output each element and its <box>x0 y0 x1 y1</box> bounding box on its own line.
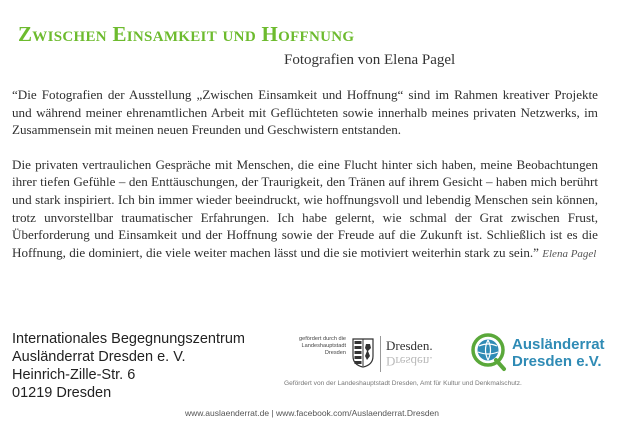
sponsor-logo <box>282 336 452 376</box>
city-wordmark-reflection: Dresden. <box>386 354 433 369</box>
logo-line-2: Dresden e.V. <box>512 353 602 370</box>
globe-icon <box>470 332 508 372</box>
city-crest-icon <box>352 338 374 368</box>
page-title: Zwischen Einsamkeit und Hoffnung <box>18 22 355 46</box>
quote-body <box>12 86 598 280</box>
address-line-4: 01219 Dresden <box>12 385 112 401</box>
quote-paragraph-2 <box>12 156 598 264</box>
address-line-2: Ausländerrat Dresden e. V. <box>12 349 186 365</box>
logo-line-1: Ausländerrat <box>512 336 605 353</box>
quote-paragraph-2-text: Die privaten vertraulichen Gespräche mit Menschen, die eine Flucht hinter sich haben, meine Beobachtungen ihrer tiefen Gefühle – den Enttäuschungen, der Traurigkeit, den Tränen auf ihrem Gesicht – haben mich berührt und stark inspiriert. Ich bin immer wieder beeindruckt, wie hoffnungsvoll und lebendig Menschen sein können, trotz unvorstellbar traumatischer Erfahrungen. Ich habe gelernt, wie schmal der Grat zwischen Frust, Überforderung und Einsamkeit und der Hoffnung sowie der Freude auf die Zukunft ist. Schließlich ist es die Hoffnung, die dominiert, die viele weiter machen lässt und die sie motiviert weiterhin stark zu sein.” <box>12 156 598 260</box>
address-line-3: Heinrich-Zille-Str. 6 <box>12 367 136 383</box>
address-line-1: Internationales Begegnungszentrum <box>12 331 245 347</box>
quote-paragraph-1: “Die Fotografien der Ausstellung „Zwischen Einsamkeit und Hoffnung“ sind im Rahmen kreativer Projekte und während meiner ehrenamtlichen Arbeit mit Geflüchteten sowie innerhalb meines privaten Netzwerks, im Zusammensein mit meinen neuen Freunden und Geschwistern entstanden. <box>12 87 598 138</box>
sponsor-divider <box>380 336 381 372</box>
funding-note: Gefördert von der Landeshauptstadt Dresden, Amt für Kultur und Denkmalschutz. <box>284 380 522 387</box>
quote-signature: Elena Pagel <box>542 247 597 260</box>
page-subtitle: Fotografien von Elena Pagel <box>284 52 456 68</box>
footer-links: www.auslaenderrat.de | www.facebook.com/Auslaenderrat.Dresden <box>184 408 440 418</box>
auslaenderrat-logo <box>470 332 618 374</box>
funded-by-text: gefördert durch die Landeshauptstadt Dresden <box>299 336 346 356</box>
city-wordmark: Dresden. <box>386 338 433 353</box>
logo-name <box>512 336 605 370</box>
address-block <box>12 330 245 402</box>
